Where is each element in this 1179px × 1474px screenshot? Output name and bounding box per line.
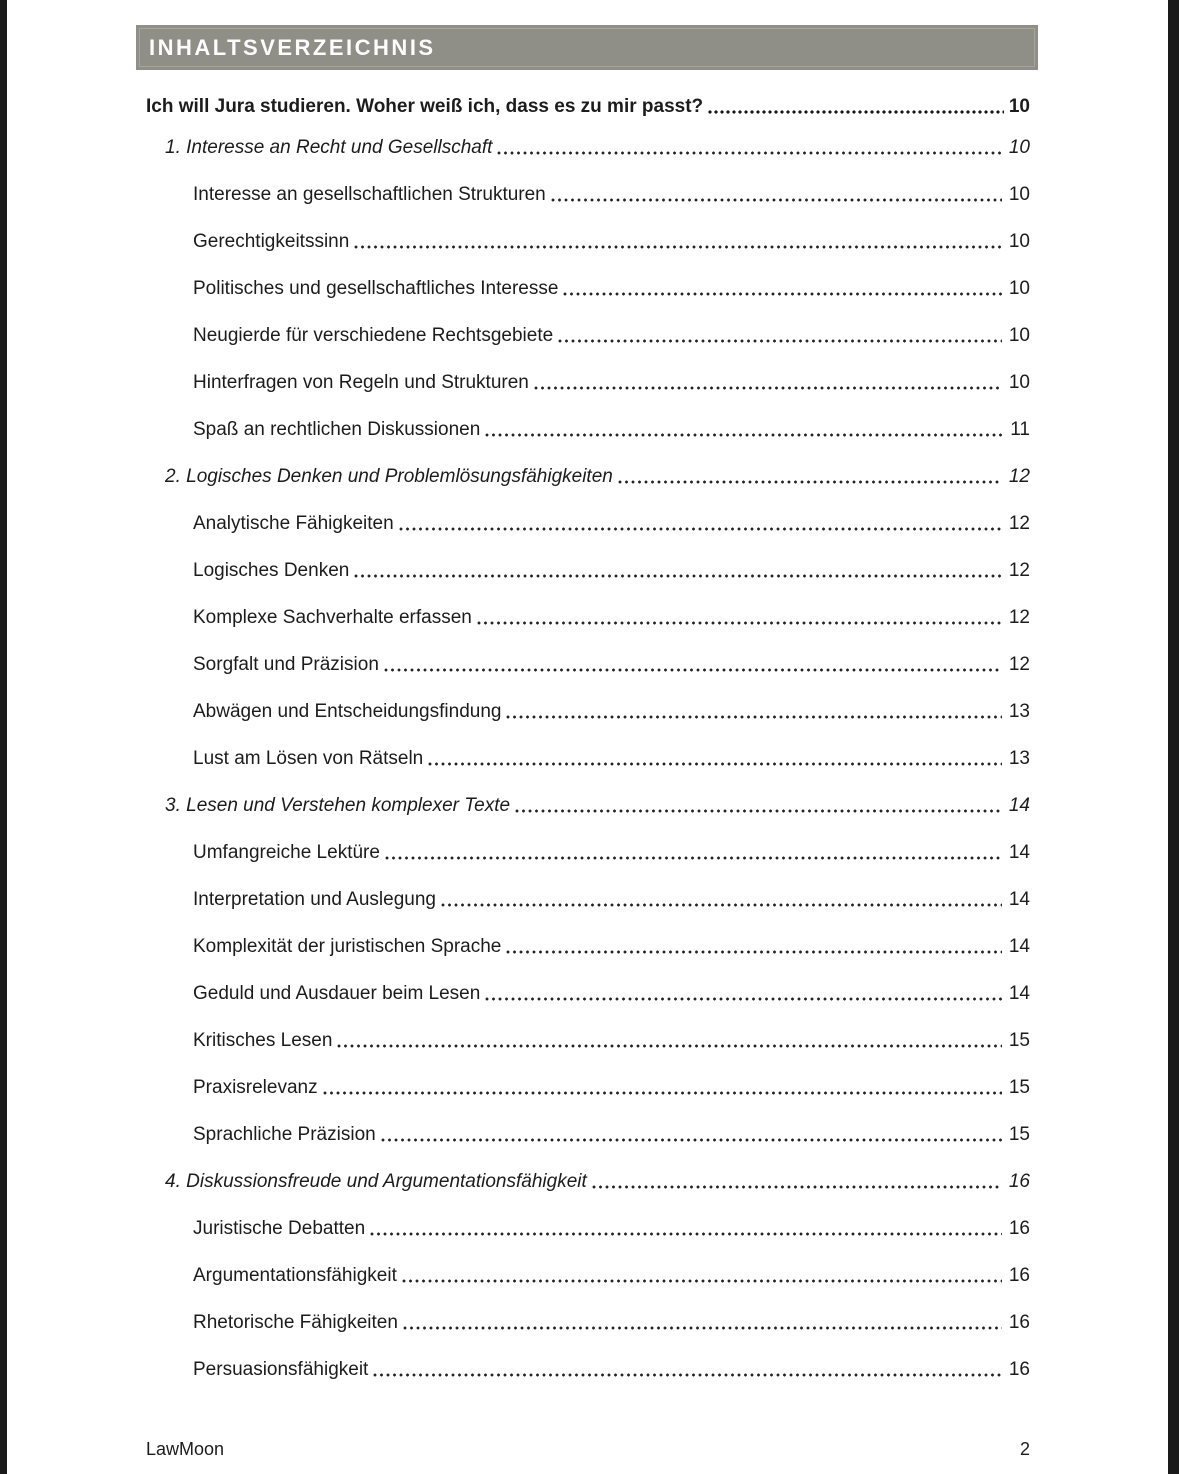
toc-entry-label: 4. Diskussionsfreude und Argumentationsfähigkeit bbox=[165, 1171, 587, 1192]
dot-leader bbox=[477, 620, 1002, 626]
toc-entry[interactable] bbox=[146, 1359, 1030, 1381]
toc-entry-label: Argumentationsfähigkeit bbox=[193, 1265, 397, 1286]
toc-entry[interactable] bbox=[146, 184, 1030, 206]
toc-entry-page: 10 bbox=[1008, 96, 1030, 117]
toc-entry-page: 10 bbox=[1008, 231, 1030, 252]
toc-entry-label: Kritisches Lesen bbox=[193, 1030, 333, 1051]
toc-entry[interactable] bbox=[146, 889, 1030, 911]
toc-entry[interactable] bbox=[146, 419, 1030, 441]
toc-entry-page: 12 bbox=[1008, 607, 1030, 628]
toc-entry[interactable] bbox=[146, 1030, 1030, 1052]
toc-entry[interactable] bbox=[146, 466, 1030, 488]
toc-entry-label: 3. Lesen und Verstehen komplexer Texte bbox=[165, 795, 511, 816]
toc-entry-label: Neugierde für verschiedene Rechtsgebiete bbox=[193, 325, 554, 346]
toc-entry-page: 12 bbox=[1008, 466, 1030, 487]
toc-entry-page: 12 bbox=[1008, 654, 1030, 675]
toc-entry[interactable] bbox=[146, 654, 1030, 676]
document-page bbox=[7, 0, 1168, 1474]
toc-entry-page: 15 bbox=[1008, 1124, 1030, 1145]
toc-entry-page: 16 bbox=[1008, 1265, 1030, 1286]
toc-entry-page: 14 bbox=[1008, 983, 1030, 1004]
toc-header-bar-inner bbox=[139, 28, 1035, 67]
toc-title: INHALTSVERZEICHNIS bbox=[149, 34, 436, 60]
toc-entry-label: Juristische Debatten bbox=[193, 1218, 366, 1239]
toc-entry[interactable] bbox=[146, 1124, 1030, 1146]
toc-entry-page: 10 bbox=[1008, 184, 1030, 205]
dot-leader bbox=[354, 573, 1002, 579]
toc-entry-label: Komplexität der juristischen Sprache bbox=[193, 936, 502, 957]
toc-entry[interactable] bbox=[146, 560, 1030, 582]
toc-entry[interactable] bbox=[146, 372, 1030, 394]
toc-entry-label: Geduld und Ausdauer beim Lesen bbox=[193, 983, 481, 1004]
toc-entry-label: 2. Logisches Denken und Problemlösungsfähigkeiten bbox=[165, 466, 613, 487]
toc-entry-page: 14 bbox=[1008, 936, 1030, 957]
toc-entry-label: Spaß an rechtlichen Diskussionen bbox=[193, 419, 481, 440]
dot-leader bbox=[402, 1278, 1002, 1284]
toc-entry[interactable] bbox=[146, 842, 1030, 864]
dot-leader bbox=[485, 996, 1002, 1002]
dot-leader bbox=[337, 1043, 1002, 1049]
toc-entry-page: 16 bbox=[1008, 1171, 1030, 1192]
toc-entry-label: Interpretation und Auslegung bbox=[193, 889, 436, 910]
toc-entry-label: Abwägen und Entscheidungsfindung bbox=[193, 701, 502, 722]
dot-leader bbox=[323, 1090, 1002, 1096]
dot-leader bbox=[370, 1231, 1002, 1237]
dot-leader bbox=[373, 1372, 1002, 1378]
dot-leader bbox=[403, 1325, 1002, 1331]
toc-entry[interactable] bbox=[146, 513, 1030, 535]
toc-entry-label: Praxisrelevanz bbox=[193, 1077, 318, 1098]
toc-entry-page: 11 bbox=[1010, 419, 1030, 440]
footer-brand: LawMoon bbox=[146, 1439, 225, 1459]
dot-leader bbox=[592, 1184, 1002, 1190]
toc-entry[interactable] bbox=[146, 748, 1030, 770]
toc-entry-label: Sorgfalt und Präzision bbox=[193, 654, 379, 675]
toc-entry-page: 10 bbox=[1008, 278, 1030, 299]
dot-leader bbox=[385, 855, 1002, 861]
dot-leader bbox=[506, 714, 1002, 720]
dot-leader bbox=[428, 761, 1002, 767]
toc-entry-page: 16 bbox=[1008, 1218, 1030, 1239]
dot-leader bbox=[506, 949, 1002, 955]
toc-entry[interactable] bbox=[146, 1265, 1030, 1287]
toc-entry-label: Lust am Lösen von Rätseln bbox=[193, 748, 424, 769]
toc-entry-page: 10 bbox=[1008, 137, 1030, 158]
toc-entry-page: 10 bbox=[1008, 372, 1030, 393]
toc-entry-page: 16 bbox=[1008, 1312, 1030, 1333]
toc-entry[interactable] bbox=[146, 1171, 1030, 1193]
toc-entry-label: Logisches Denken bbox=[193, 560, 350, 581]
dot-leader bbox=[618, 479, 1002, 485]
toc-entry[interactable] bbox=[146, 96, 1030, 118]
toc-entry[interactable] bbox=[146, 607, 1030, 629]
toc-entry-label: Interesse an gesellschaftlichen Strukturen bbox=[193, 184, 546, 205]
toc-entry[interactable] bbox=[146, 325, 1030, 347]
toc-entry[interactable] bbox=[146, 701, 1030, 723]
toc-entry-page: 14 bbox=[1008, 795, 1030, 816]
toc-entry-page: 10 bbox=[1008, 325, 1030, 346]
toc-entry-label: Gerechtigkeitssinn bbox=[193, 231, 350, 252]
toc-entry-label: Rhetorische Fähigkeiten bbox=[193, 1312, 398, 1333]
dot-leader bbox=[354, 244, 1002, 250]
toc-entry-label: Komplexe Sachverhalte erfassen bbox=[193, 607, 472, 628]
toc-entry[interactable] bbox=[146, 1218, 1030, 1240]
toc-entry[interactable] bbox=[146, 278, 1030, 300]
dot-leader bbox=[515, 808, 1002, 814]
toc-header-bar bbox=[136, 25, 1038, 70]
dot-leader bbox=[563, 291, 1002, 297]
dot-leader bbox=[534, 385, 1002, 391]
toc-entry[interactable] bbox=[146, 795, 1030, 817]
toc-entry[interactable] bbox=[146, 936, 1030, 958]
dot-leader bbox=[384, 667, 1002, 673]
toc-entry-label: Persuasionsfähigkeit bbox=[193, 1359, 369, 1380]
toc-entry-label: Analytische Fähigkeiten bbox=[193, 513, 394, 534]
toc-entry-page: 14 bbox=[1008, 889, 1030, 910]
toc-entry-page: 15 bbox=[1008, 1030, 1030, 1051]
dot-leader bbox=[708, 109, 1004, 115]
toc-entry-page: 12 bbox=[1008, 560, 1030, 581]
dot-leader bbox=[381, 1137, 1002, 1143]
toc-entry-page: 14 bbox=[1008, 842, 1030, 863]
toc-entry[interactable] bbox=[146, 983, 1030, 1005]
dot-leader bbox=[399, 526, 1002, 532]
toc-entry[interactable] bbox=[146, 137, 1030, 159]
toc-entry-label: Sprachliche Präzision bbox=[193, 1124, 376, 1145]
dot-leader bbox=[497, 150, 1002, 156]
toc-entry-page: 12 bbox=[1008, 513, 1030, 534]
dot-leader bbox=[441, 902, 1002, 908]
dot-leader bbox=[551, 197, 1002, 203]
dot-leader bbox=[485, 432, 1002, 438]
toc-entry-label: 1. Interesse an Recht und Gesellschaft bbox=[165, 137, 493, 158]
page-content bbox=[146, 70, 1030, 1381]
toc-entry-label: Umfangreiche Lektüre bbox=[193, 842, 380, 863]
toc-entry-label: Politisches und gesellschaftliches Interesse bbox=[193, 278, 559, 299]
toc-entry[interactable] bbox=[146, 231, 1030, 253]
dot-leader bbox=[558, 338, 1002, 344]
table-of-contents bbox=[146, 70, 1030, 1381]
toc-entry-page: 16 bbox=[1008, 1359, 1030, 1380]
toc-entry-label: Ich will Jura studieren. Woher weiß ich, dass es zu mir passt? bbox=[146, 96, 704, 117]
toc-entry-label: Hinterfragen von Regeln und Strukturen bbox=[193, 372, 529, 393]
toc-entry[interactable] bbox=[146, 1077, 1030, 1099]
toc-entry-page: 13 bbox=[1008, 701, 1030, 722]
footer-page-number: 2 bbox=[1019, 1439, 1030, 1459]
toc-entry-page: 13 bbox=[1008, 748, 1030, 769]
page-footer bbox=[146, 1439, 1030, 1460]
toc-entry-page: 15 bbox=[1008, 1077, 1030, 1098]
toc-entry[interactable] bbox=[146, 1312, 1030, 1334]
